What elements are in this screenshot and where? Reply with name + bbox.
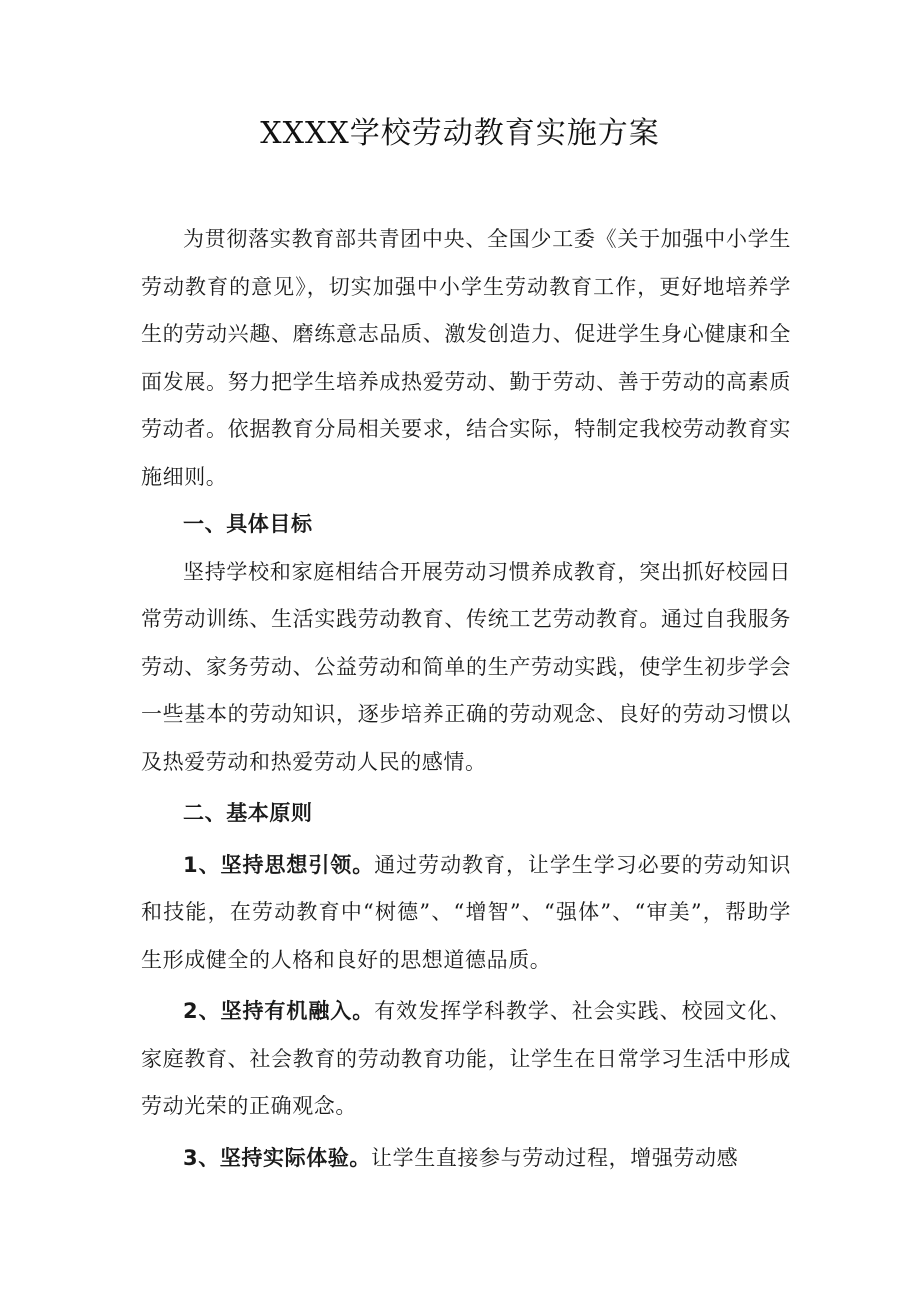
section-2-heading: 二、基本原则 xyxy=(183,801,313,825)
principle-3-paragraph xyxy=(141,1135,791,1183)
intro-paragraph: 为贯彻落实教育部共青团中央、全国少工委《关于加强中小学生劳动教育的意见》，切实加强中小学生劳动教育工作，更好地培养学生的劳动兴趣、磨练意志品质、激发创造力、促进学生身心健康和全面发展。努力把学生培养成热爱劳动、勤于劳动、善于劳动的高素质劳动者。依据教育分局相关要求，结合实际，特制定我校劳动教育实施细则。 xyxy=(141,227,791,489)
principle-2-paragraph xyxy=(141,988,791,1131)
principle-3-text: 让学生直接参与劳动过程，增强劳动感 xyxy=(371,1145,739,1170)
section-1-paragraph: 坚持学校和家庭相结合开展劳动习惯养成教育，突出抓好校园日常劳动训练、生活实践劳动教育、传统工艺劳动教育。通过自我服务劳动、家务劳动、公益劳动和简单的生产劳动实践，使学生初步学会一些基本的劳动知识，逐步培养正确的劳动观念、良好的劳动习惯以及热爱劳动和热爱劳动人民的感情。 xyxy=(141,559,791,774)
document-body xyxy=(141,216,791,1182)
principle-1-text: 通过劳动教育，让学生学习必要的劳动知识和技能，在劳动教育中“树德”、“增智”、“强体”、“审美”，帮助学生形成健全的人格和良好的思想道德品质。 xyxy=(141,852,792,972)
principle-1-paragraph xyxy=(141,842,791,985)
section-1-heading: 一、具体目标 xyxy=(183,512,313,536)
principle-2-text: 有效发挥学科教学、社会实践、校园文化、家庭教育、社会教育的劳动教育功能，让学生在日常学习生活中形成劳动光荣的正确观念。 xyxy=(141,999,792,1118)
document-title: XXXX学校劳动教育实施方案 xyxy=(260,116,660,151)
principle-3-lead: 3、坚持实际体验。 xyxy=(183,1145,372,1170)
principle-1-lead: 1、坚持思想引领。 xyxy=(183,852,375,877)
principle-2-lead: 2、坚持有机融入。 xyxy=(183,999,375,1023)
